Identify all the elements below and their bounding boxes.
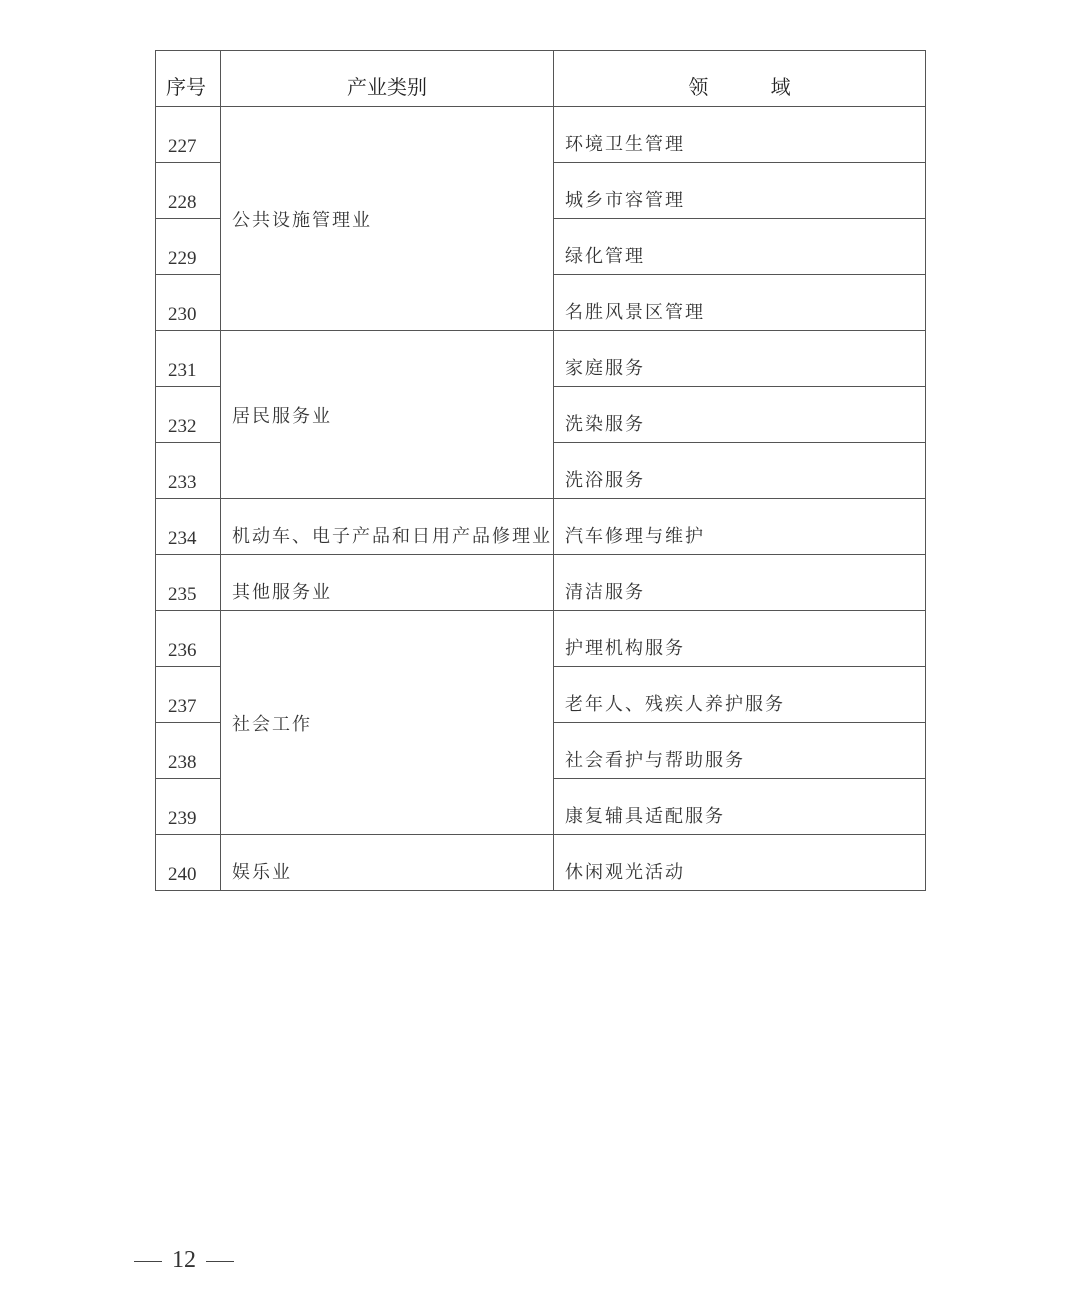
header-category: 产业类别 [221,51,554,107]
table-row [156,835,926,891]
table-row [156,555,926,611]
seq-cell: 240 [156,835,221,891]
field-cell: 休闲观光活动 [554,835,926,891]
field-cell: 老年人、残疾人养护服务 [554,667,926,723]
category-cell: 社会工作 [221,611,554,835]
table-row [156,611,926,667]
page-number: 12 [172,1247,196,1273]
seq-cell: 236 [156,611,221,667]
table-row [156,107,926,163]
seq-cell: 233 [156,443,221,499]
field-cell: 社会看护与帮助服务 [554,723,926,779]
seq-cell: 228 [156,163,221,219]
header-field: 领 域 [554,51,926,107]
seq-cell: 231 [156,331,221,387]
field-cell: 洗浴服务 [554,443,926,499]
header-seq: 序号 [156,51,221,107]
dash-left [134,1261,162,1263]
field-cell: 汽车修理与维护 [554,499,926,555]
category-cell: 娱乐业 [221,835,554,891]
seq-cell: 232 [156,387,221,443]
category-cell: 其他服务业 [221,555,554,611]
seq-cell: 229 [156,219,221,275]
seq-cell: 237 [156,667,221,723]
dash-right [206,1261,234,1263]
field-cell: 名胜风景区管理 [554,275,926,331]
seq-cell: 235 [156,555,221,611]
table-row [156,331,926,387]
seq-cell: 234 [156,499,221,555]
seq-cell: 238 [156,723,221,779]
field-cell: 清洁服务 [554,555,926,611]
field-cell: 城乡市容管理 [554,163,926,219]
seq-cell: 239 [156,779,221,835]
seq-cell: 227 [156,107,221,163]
category-cell: 机动车、电子产品和日用产品修理业 [221,499,554,555]
page-footer [134,1247,234,1274]
category-cell: 居民服务业 [221,331,554,499]
industry-table [155,50,926,891]
field-cell: 护理机构服务 [554,611,926,667]
field-cell: 绿化管理 [554,219,926,275]
table-header-row [156,51,926,107]
field-cell: 家庭服务 [554,331,926,387]
field-cell: 环境卫生管理 [554,107,926,163]
field-cell: 康复辅具适配服务 [554,779,926,835]
field-cell: 洗染服务 [554,387,926,443]
table-row [156,499,926,555]
seq-cell: 230 [156,275,221,331]
category-cell: 公共设施管理业 [221,107,554,331]
